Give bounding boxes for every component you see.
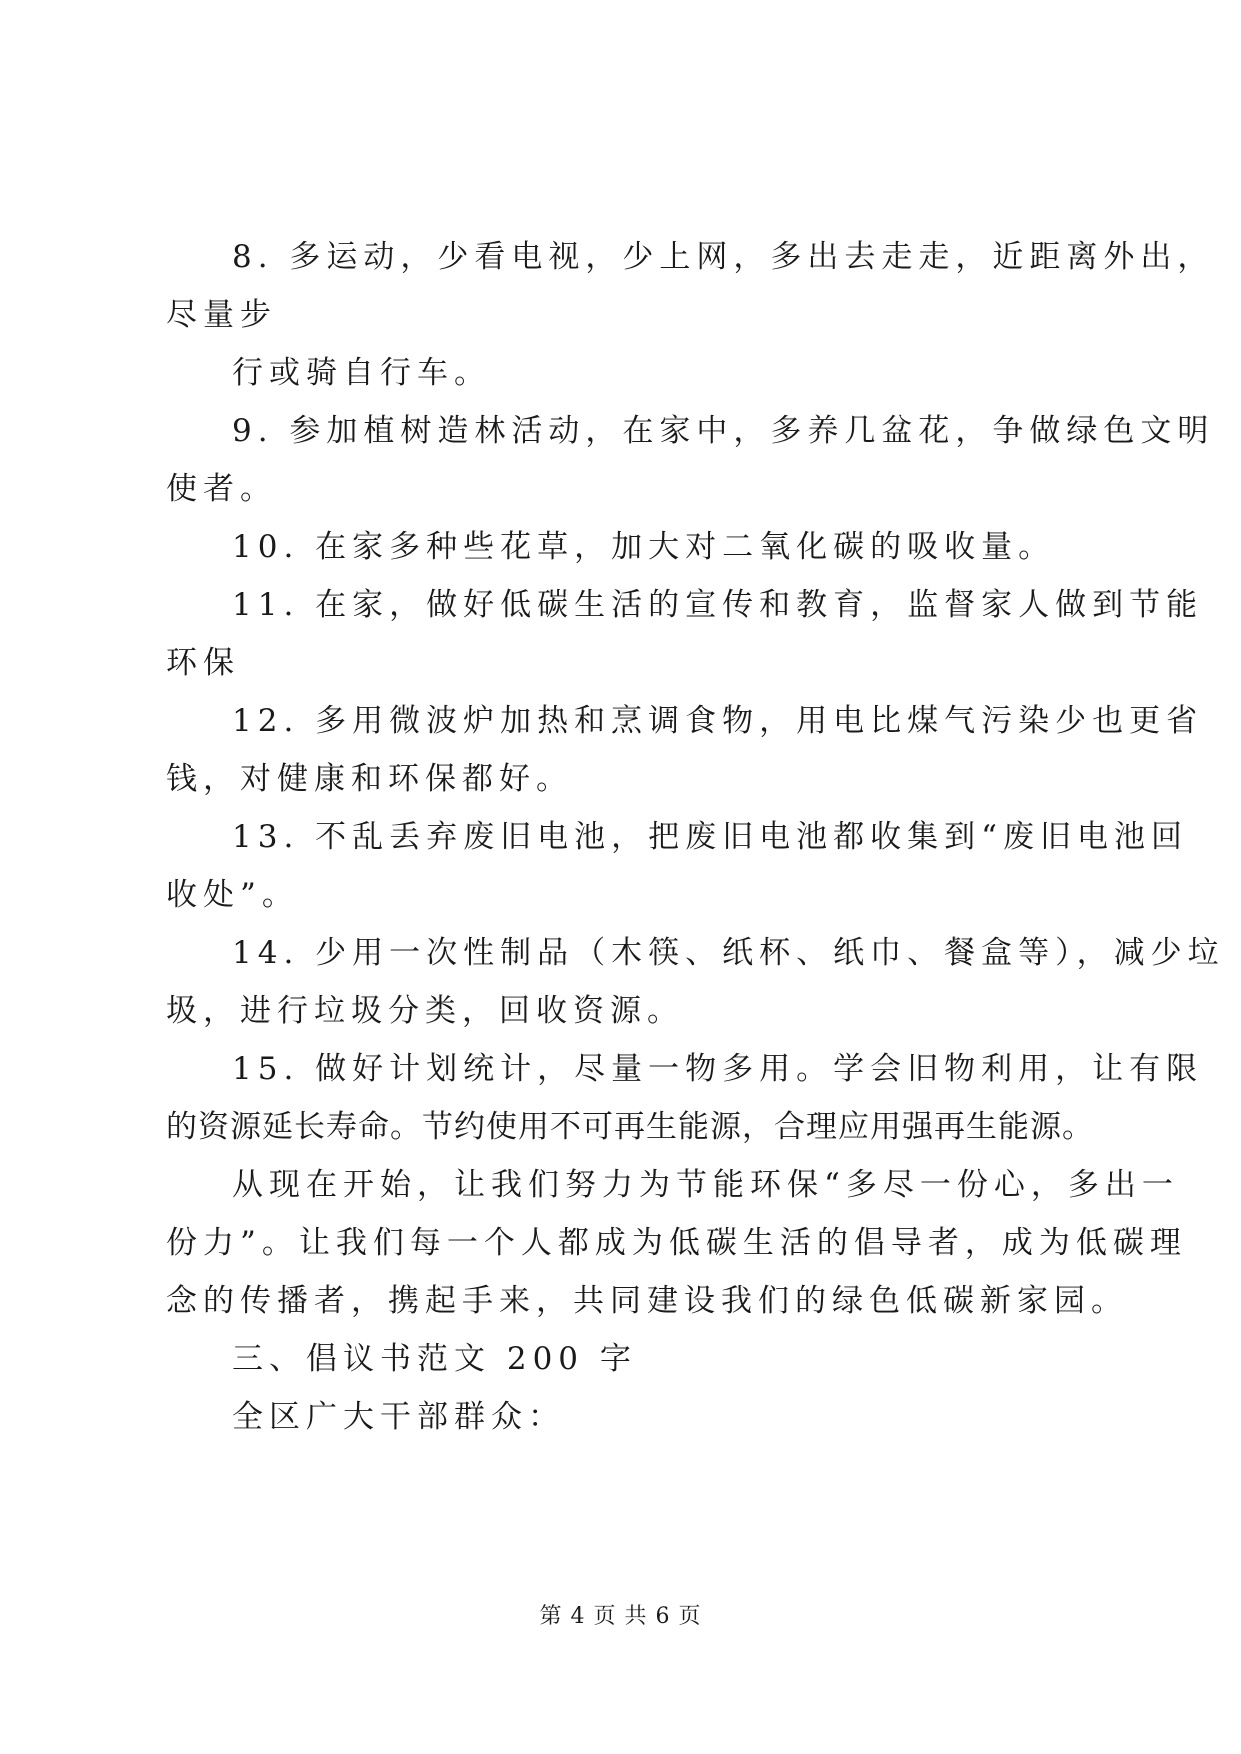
paragraph-line: 13. 不乱丢弃废旧电池，把废旧电池都收集到“废旧电池回 [232, 819, 1188, 855]
paragraph-line: 15. 做好计划统计，尽量一物多用。学会旧物利用，让有限 [232, 1051, 1204, 1087]
paragraph-line: 圾，进行垃圾分类，回收资源。 [166, 993, 684, 1029]
paragraph-line: 行或骑自行车。 [232, 355, 491, 391]
paragraph-line: 11. 在家，做好低碳生活的宣传和教育，监督家人做到节能 [232, 587, 1204, 623]
paragraph-line: 14. 少用一次性制品（木筷、纸杯、纸巾、餐盒等），减少垃 [232, 935, 1225, 971]
paragraph-line: 10. 在家多种些花草，加大对二氧化碳的吸收量。 [232, 529, 1056, 565]
paragraph-line: 环保 [166, 645, 240, 681]
paragraph-line: 使者。 [166, 471, 277, 507]
paragraph-line: 钱，对健康和环保都好。 [166, 761, 573, 797]
paragraph-line: 收处”。 [166, 877, 299, 913]
paragraph-line: 从现在开始，让我们努力为节能环保“多尽一份心，多出一 [232, 1167, 1179, 1203]
salutation: 全区广大干部群众： [232, 1399, 565, 1435]
paragraph-line: 的资源延长寿命。节约使用不可再生能源，合理应用强再生能源。 [166, 1109, 1094, 1145]
paragraph-line: 份力”。让我们每一个人都成为低碳生活的倡导者，成为低碳理 [166, 1225, 1187, 1261]
paragraph-line: 9. 参加植树造林活动，在家中，多养几盆花，争做绿色文明 [232, 413, 1215, 449]
document-body [166, 228, 1225, 1446]
section-heading: 三、倡议书范文 200 字 [232, 1341, 637, 1377]
paragraph-line: 12. 多用微波炉加热和烹调食物，用电比煤气污染少也更省 [232, 703, 1204, 739]
paragraph-line: 尽量步 [166, 297, 277, 333]
page-footer: 第 4 页 共 6 页 [539, 1604, 702, 1629]
paragraph-line: 8. 多运动，少看电视，少上网，多出去走走，近距离外出， [232, 239, 1215, 275]
paragraph-line: 念的传播者，携起手来，共同建设我们的绿色低碳新家园。 [166, 1283, 1128, 1319]
